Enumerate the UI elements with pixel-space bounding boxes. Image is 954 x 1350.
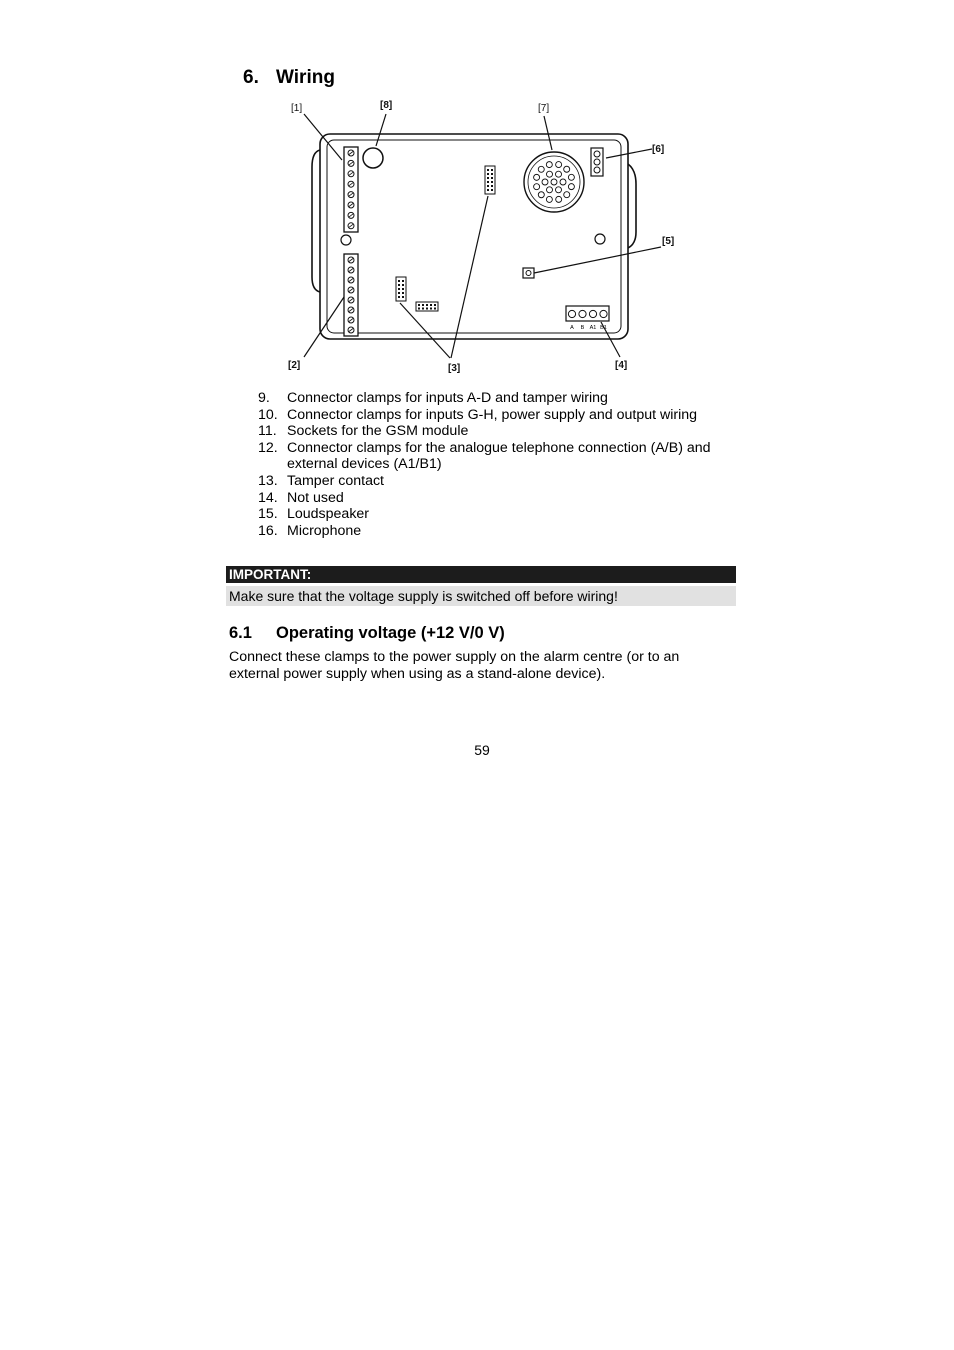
list-item: 9. Connector clamps for inputs A-D and tamper wiring [258, 390, 608, 406]
list-item: 14. Not used [258, 489, 344, 506]
wiring-diagram [280, 92, 700, 382]
gsm-socket-left [396, 277, 406, 301]
housing-right-tab [628, 164, 636, 248]
unused-connector [523, 268, 534, 278]
section-heading [243, 67, 335, 89]
callout-1: [1] [291, 103, 303, 114]
loudspeaker [524, 152, 584, 212]
connector-strip-2 [344, 254, 358, 336]
gsm-socket-top [485, 166, 495, 194]
list-item: 15. Loudspeaker [258, 506, 370, 523]
important-label: IMPORTANT: [226, 566, 736, 583]
list-item: 10. Connector clamps for inputs G-H, power supply and output wiring [258, 406, 698, 423]
mounting-hole-left [341, 235, 351, 245]
heading-title: Wiring [276, 67, 335, 88]
callout-4: [4] [615, 360, 628, 371]
subsection-title: Operating voltage (+12 V/0 V) [276, 624, 505, 642]
mounting-hole-right [595, 234, 605, 244]
component-list [258, 390, 727, 539]
page-number: 59 [474, 742, 490, 758]
gsm-socket-bottom [416, 302, 438, 311]
callout-6: [6] [652, 144, 665, 155]
terminal-label-b: B [580, 325, 585, 331]
callout-3: [3] [448, 363, 461, 374]
subsection-number: 6.1 [229, 624, 252, 642]
important-note: Make sure that the voltage supply is switched off before wiring! [226, 586, 736, 606]
telephone-terminal-block [566, 306, 609, 331]
callout-7: [7] [538, 103, 550, 114]
callout-2: [2] [288, 360, 301, 371]
callout-5: [5] [662, 236, 675, 247]
connector-strip-1 [344, 147, 358, 232]
microphone-connector [591, 148, 603, 176]
list-item: 11. Sockets for the GSM module [258, 423, 469, 440]
subsection-heading [229, 624, 505, 643]
tamper-contact [363, 148, 383, 168]
list-item: 16. Microphone [258, 522, 362, 539]
terminal-label-a1: A1 [589, 325, 597, 331]
heading-number: 6. [243, 67, 259, 88]
callout-8: [8] [380, 100, 393, 111]
housing-left-tab [312, 150, 320, 292]
list-item: 13. Tamper contact [258, 472, 384, 489]
list-item: 12. Connector clamps for the analogue telephone connection (A/B) and external devices (A1/B1) [258, 439, 711, 473]
terminal-label-a: A [570, 325, 574, 331]
terminal-label-b1: B1 [600, 325, 607, 331]
body-paragraph: Connect these clamps to the power supply on the alarm centre (or to an external power supply when using as a stand-alone device). [229, 649, 680, 682]
